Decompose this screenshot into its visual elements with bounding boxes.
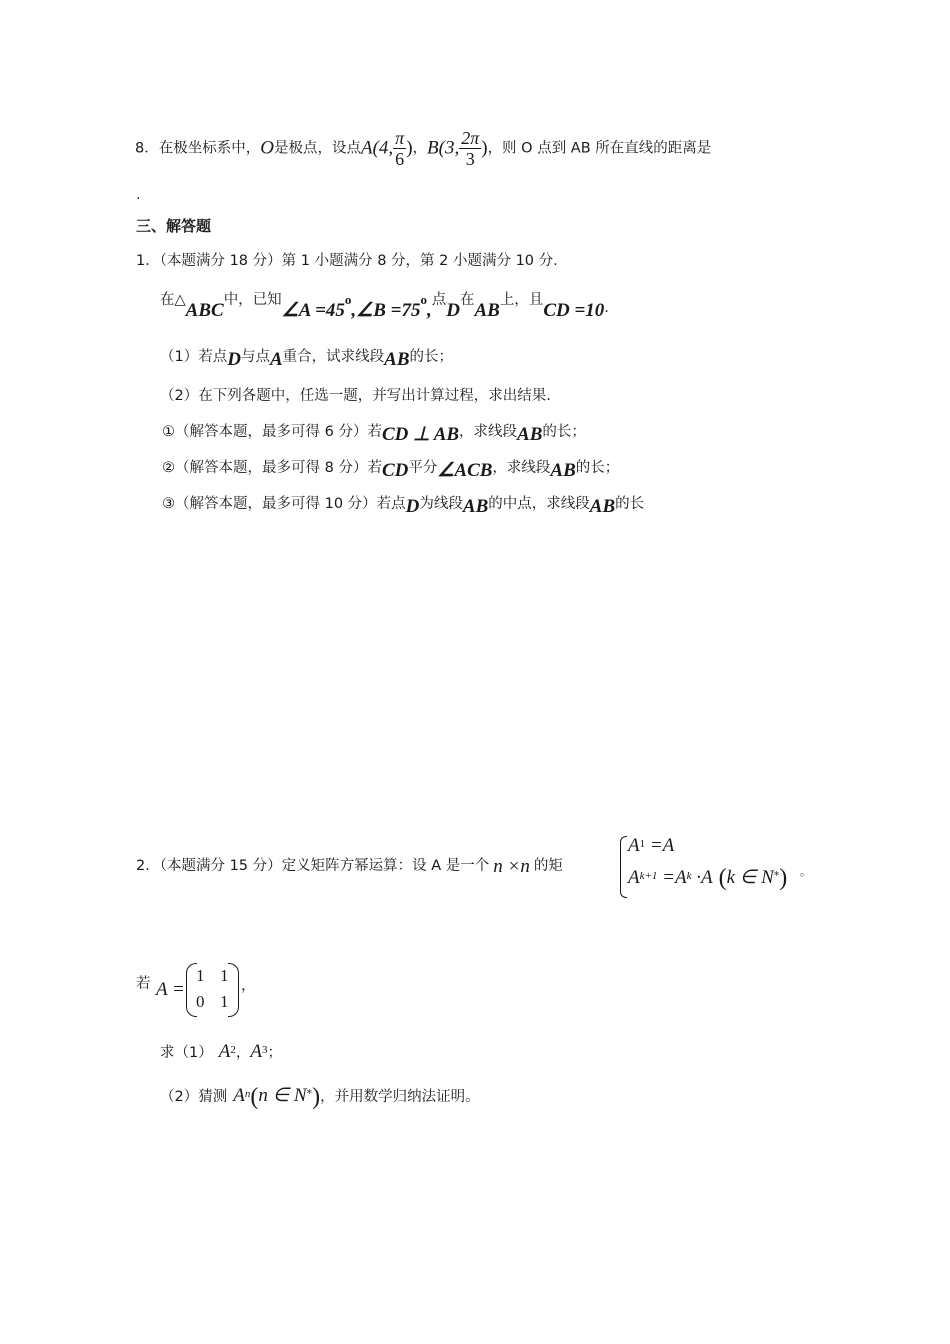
definition-line-1: $A^1 =A$ <box>628 835 675 856</box>
matrix-cell-11: 1 <box>196 966 205 985</box>
problem-2-header: 2．（本题满分 15 分）定义矩阵方幂运算：设 A 是一个 n ×n 的矩 <box>136 856 563 877</box>
q8-mid: 是极点，设点 <box>273 140 361 157</box>
p2-sub-question-1: 求（1） $A^2$，$A^3$； <box>160 1041 282 1062</box>
q8-prefix: 8．在极坐标系中， <box>135 140 261 157</box>
matrix-if-label: 若 <box>136 976 151 992</box>
problem-1-header: 1．（本题满分 18 分）第 1 小题满分 8 分，第 2 小题满分 10 分. <box>136 253 558 269</box>
matrix-a-label: A = <box>156 979 185 1000</box>
section-title: 三、解答题 <box>136 217 212 235</box>
q8-o: O <box>260 137 274 159</box>
definition-end-mark: 。 <box>800 865 811 878</box>
q8-point-b: B(3, <box>427 137 460 159</box>
option-3: ③（解答本题，最多可得 10 分）若点D为线段AB的中点，求线段AB的长 <box>162 496 645 517</box>
matrix-cell-21: 0 <box>196 992 205 1011</box>
definition-brace <box>620 836 627 898</box>
matrix-comma: ， <box>241 978 256 994</box>
matrix-cell-22: 1 <box>220 992 229 1011</box>
problem-1-given: 在△ABC中，已知∠A =45o,∠B =75o,点D在AB上，且CD =10. <box>160 292 609 321</box>
q8-fraction-b: $\frac{2\pi}{3}$ <box>461 128 480 169</box>
sub-question-1: （1）若点D与点A重合，试求线段AB的长； <box>160 349 454 370</box>
question-8: 8．在极坐标系中，O是极点，设点A(4, $\frac{\pi}{6}$ )，B(3, $\frac{2\pi}{3}$ )，则 O 点到 AB 所在直线的距离是 <box>135 128 712 169</box>
q8-suffix: ，则 O 点到 AB 所在直线的距离是 <box>487 140 712 157</box>
definition-line-2: $A^{k+1} =A^k \cdot A$ (k ∈ N*) <box>628 865 788 891</box>
option-1: ①（解答本题，最多可得 6 分）若CD ⊥ AB，求线段AB的长； <box>162 424 586 445</box>
q8-fraction-a: $\frac{\pi}{6}$ <box>395 128 405 169</box>
option-2: ②（解答本题，最多可得 8 分）若CD平分∠ACB，求线段AB的长； <box>162 460 620 481</box>
sub-question-2: （2）在下列各题中，任选一题，并写出计算过程，求出结果. <box>160 388 551 404</box>
matrix-cell-12: 1 <box>220 966 229 985</box>
q8-trail: . <box>136 187 141 203</box>
p2-sub-question-2: （2）猜测 $A^n(n$ ∈ N*)，并用数学归纳法证明。 <box>160 1084 480 1110</box>
q8-point-a: A(4, <box>360 137 394 159</box>
matrix-right-paren <box>228 963 239 1017</box>
